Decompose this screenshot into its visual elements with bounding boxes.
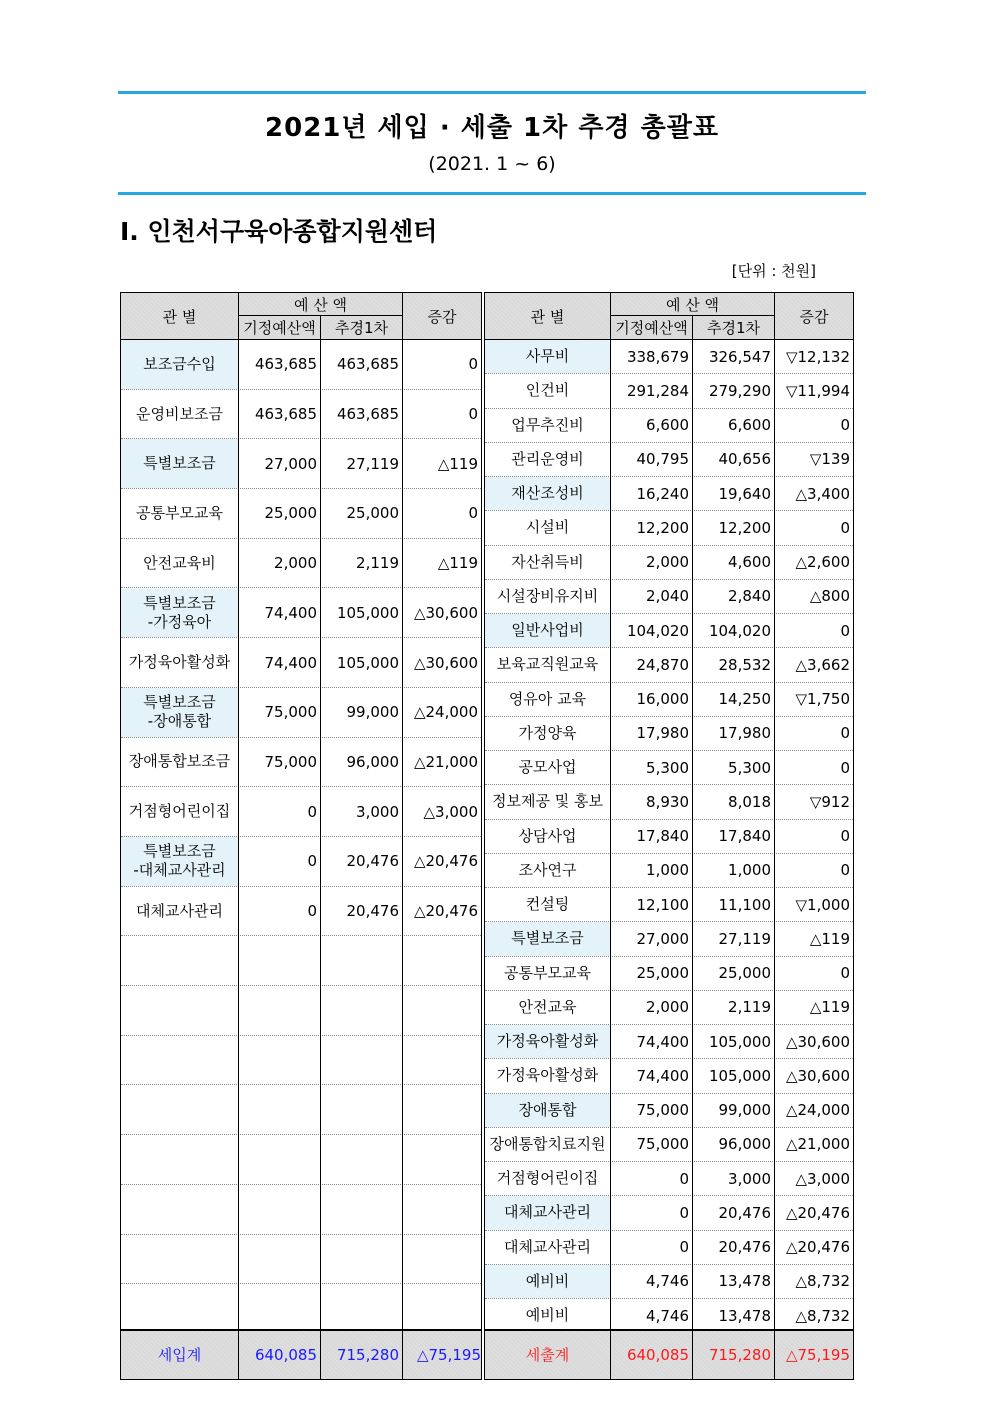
row-category: 예비비 — [485, 1265, 610, 1298]
row-category: 일반사업비 — [485, 614, 610, 647]
row-existing: 74,400 — [636, 1032, 689, 1051]
table-row — [121, 439, 481, 489]
row-existing: 338,679 — [626, 347, 689, 366]
row-category: 안전교육비 — [143, 553, 216, 572]
row-category: 업무추진비 — [511, 415, 584, 434]
row-change: △20,476 — [785, 1238, 850, 1257]
row-change: △8,732 — [795, 1272, 850, 1291]
row-existing: 12,200 — [636, 518, 689, 537]
table-row — [121, 390, 481, 440]
total-change: △75,195 — [785, 1346, 850, 1364]
row-revised: 19,640 — [718, 484, 771, 503]
table-row — [121, 1086, 481, 1136]
row-existing: 74,400 — [264, 653, 317, 672]
row-change — [403, 986, 481, 1035]
table-row — [485, 374, 853, 408]
row-category: 인건비 — [525, 381, 570, 400]
row-revised: 105,000 — [336, 653, 399, 672]
table-row — [485, 1025, 853, 1059]
table-row — [485, 477, 853, 511]
row-category: 시설장비유지비 — [496, 586, 599, 605]
row-category: 가정육아활성화 — [128, 653, 231, 672]
row-category: 상담사업 — [518, 826, 577, 845]
row-change: 0 — [840, 518, 850, 537]
table-row — [485, 1162, 853, 1196]
row-existing: 104,020 — [626, 621, 689, 640]
row-existing: 24,870 — [636, 655, 689, 674]
table-row — [485, 443, 853, 477]
row-existing: 2,000 — [646, 998, 689, 1017]
row-change: 0 — [840, 758, 850, 777]
row-existing: 74,400 — [264, 603, 317, 622]
table-row — [485, 511, 853, 545]
row-category: 대체교사관리 — [485, 1196, 610, 1229]
table-row — [121, 936, 481, 986]
row-revised: 1,000 — [728, 861, 771, 880]
budget-header: 예 산 액 — [611, 293, 774, 316]
total-existing: 640,085 — [254, 1346, 317, 1364]
row-category: 정보제공 및 홍보 — [492, 792, 603, 811]
row-revised: 463,685 — [336, 355, 399, 374]
page-title: 2021년 세입 · 세출 1차 추경 총괄표 — [265, 113, 719, 143]
row-change: 0 — [840, 827, 850, 846]
table-row — [485, 820, 853, 854]
row-change — [403, 936, 481, 985]
row-existing: 12,100 — [636, 895, 689, 914]
row-existing: 0 — [307, 802, 317, 821]
row-revised — [321, 1086, 402, 1135]
row-category: 거점형어린이집 — [128, 802, 231, 821]
table-row — [485, 580, 853, 614]
row-revised: 25,000 — [718, 964, 771, 983]
row-revised — [321, 1135, 402, 1184]
row-category: 특별보조금 -가정육아 — [121, 589, 238, 638]
table-row — [485, 717, 853, 751]
row-existing: 4,746 — [646, 1306, 689, 1325]
row-existing — [239, 986, 320, 1035]
row-category: 공모사업 — [518, 758, 577, 777]
row-category — [121, 1135, 238, 1184]
row-change: △30,600 — [413, 653, 478, 672]
row-category — [121, 1284, 238, 1333]
row-change: 0 — [468, 355, 478, 374]
table-row — [485, 854, 853, 888]
table-row — [485, 888, 853, 922]
row-change: 0 — [840, 724, 850, 743]
row-revised: 28,532 — [718, 655, 771, 674]
table-row — [485, 1196, 853, 1230]
total-label: 세출계 — [525, 1345, 570, 1364]
row-existing: 75,000 — [264, 703, 317, 722]
row-revised: 104,020 — [708, 621, 771, 640]
row-revised — [321, 1185, 402, 1234]
row-category: 공통부모교육 — [136, 503, 223, 522]
table-row — [485, 614, 853, 648]
table-row — [121, 1036, 481, 1086]
expenditure-header — [485, 293, 853, 340]
row-revised: 8,018 — [728, 792, 771, 811]
row-change: △30,600 — [413, 603, 478, 622]
row-existing: 0 — [679, 1203, 689, 1222]
row-category: 대체교사관리 — [136, 901, 223, 920]
row-existing: 74,400 — [636, 1066, 689, 1085]
row-existing: 0 — [679, 1238, 689, 1257]
row-revised: 40,656 — [718, 450, 771, 469]
row-category: 대체교사관리 — [504, 1237, 591, 1256]
revenue-table — [120, 292, 482, 1380]
row-existing — [239, 1135, 320, 1184]
row-revised: 3,000 — [356, 802, 399, 821]
row-revised: 6,600 — [728, 416, 771, 435]
revenue-header — [121, 293, 481, 340]
table-row — [485, 1128, 853, 1162]
row-category: 가정육아활성화 — [485, 1025, 610, 1058]
row-change: △800 — [809, 587, 850, 606]
total-revised: 715,280 — [708, 1346, 771, 1364]
row-existing: 8,930 — [646, 792, 689, 811]
row-existing: 2,000 — [274, 554, 317, 573]
row-revised: 326,547 — [708, 347, 771, 366]
row-change: 0 — [468, 405, 478, 424]
category-header: 관 별 — [162, 307, 197, 326]
row-change: 0 — [840, 964, 850, 983]
change-header: 증감 — [799, 307, 829, 326]
total-label: 세입계 — [157, 1345, 202, 1364]
row-revised: 2,840 — [728, 587, 771, 606]
row-revised: 20,476 — [718, 1238, 771, 1257]
revised-header: 추경1차 — [334, 319, 388, 337]
section-heading: Ⅰ. 인천서구육아종합지원센터 — [120, 217, 438, 246]
total-revised: 715,280 — [336, 1346, 399, 1364]
row-category: 특별보조금 -장애통합 — [121, 688, 238, 737]
table-row — [485, 991, 853, 1025]
row-revised — [321, 1036, 402, 1085]
row-category — [121, 986, 238, 1035]
row-category: 가정육아활성화 — [496, 1066, 599, 1085]
row-existing — [239, 936, 320, 985]
row-change: △20,476 — [413, 852, 478, 871]
row-category: 장애통합 — [485, 1094, 610, 1127]
row-change — [403, 1135, 481, 1184]
row-change: △119 — [809, 929, 850, 948]
row-category — [121, 936, 238, 985]
row-existing: 75,000 — [636, 1101, 689, 1120]
row-revised — [321, 936, 402, 985]
row-change: △20,476 — [413, 902, 478, 921]
row-revised: 13,478 — [718, 1272, 771, 1291]
row-change — [403, 1086, 481, 1135]
row-change: △30,600 — [785, 1066, 850, 1085]
table-row — [121, 887, 481, 937]
row-category: 영유아 교육 — [508, 689, 587, 708]
row-change: ▽11,994 — [785, 381, 850, 400]
table-row — [485, 1265, 853, 1299]
row-change: 0 — [468, 504, 478, 523]
row-existing: 463,685 — [254, 405, 317, 424]
category-header: 관 별 — [530, 307, 565, 326]
row-revised: 4,600 — [728, 553, 771, 572]
row-revised: 463,685 — [336, 405, 399, 424]
row-existing: 17,980 — [636, 724, 689, 743]
table-row — [485, 1231, 853, 1265]
row-revised: 11,100 — [718, 895, 771, 914]
row-change: △119 — [437, 454, 478, 473]
col-divider — [692, 316, 693, 1379]
row-existing: 40,795 — [636, 450, 689, 469]
row-existing — [239, 1284, 320, 1333]
row-category: 특별보조금 -대체교사관리 — [121, 837, 238, 886]
row-category — [121, 1086, 238, 1135]
row-change: △3,662 — [795, 655, 850, 674]
budget-header: 예 산 액 — [239, 293, 402, 316]
row-revised: 3,000 — [728, 1169, 771, 1188]
col-divider — [320, 316, 321, 1379]
row-revised: 99,000 — [346, 703, 399, 722]
table-row — [121, 738, 481, 788]
row-existing: 2,040 — [646, 587, 689, 606]
row-revised: 2,119 — [356, 554, 399, 573]
row-revised: 17,840 — [718, 827, 771, 846]
row-existing: 17,840 — [636, 827, 689, 846]
table-row — [121, 787, 481, 837]
table-row — [485, 751, 853, 785]
row-category: 장애통합치료지원 — [489, 1134, 606, 1153]
row-revised: 27,119 — [346, 454, 399, 473]
row-change: 0 — [840, 416, 850, 435]
row-existing: 27,000 — [264, 454, 317, 473]
table-row — [485, 648, 853, 682]
row-existing: 25,000 — [636, 964, 689, 983]
row-revised: 17,980 — [718, 724, 771, 743]
existing-header: 기정예산액 — [243, 319, 316, 337]
row-revised: 105,000 — [708, 1032, 771, 1051]
row-revised — [321, 1235, 402, 1284]
row-change: 0 — [840, 621, 850, 640]
row-revised: 105,000 — [336, 603, 399, 622]
unit-label: [단위 : 천원] — [731, 262, 816, 280]
row-change: △21,000 — [785, 1135, 850, 1154]
col-divider — [774, 293, 775, 1379]
table-row — [485, 683, 853, 717]
col-divider — [238, 293, 239, 1379]
table-row — [121, 539, 481, 589]
row-category: 시설비 — [525, 518, 570, 537]
row-change — [403, 1235, 481, 1284]
row-revised: 27,119 — [718, 929, 771, 948]
row-category: 안전교육 — [518, 997, 577, 1016]
row-revised: 5,300 — [728, 758, 771, 777]
row-revised: 12,200 — [718, 518, 771, 537]
row-category: 재산조성비 — [485, 477, 610, 510]
total-existing: 640,085 — [626, 1346, 689, 1364]
row-change: △21,000 — [413, 752, 478, 771]
row-existing: 1,000 — [646, 861, 689, 880]
col-divider — [610, 293, 611, 1379]
row-existing: 75,000 — [636, 1135, 689, 1154]
table-row — [485, 922, 853, 956]
table-row — [121, 589, 481, 639]
table-row — [485, 340, 853, 374]
row-category: 가정양육 — [518, 723, 577, 742]
row-revised: 20,476 — [346, 852, 399, 871]
table-row — [121, 688, 481, 738]
row-change: △8,732 — [795, 1306, 850, 1325]
row-change: ▽912 — [809, 792, 850, 811]
table-row — [485, 546, 853, 580]
row-existing: 4,746 — [646, 1272, 689, 1291]
bottom-rule — [118, 192, 866, 195]
row-category: 특별보조금 — [485, 922, 610, 955]
row-change: ▽139 — [809, 450, 850, 469]
row-existing: 25,000 — [264, 504, 317, 523]
row-category: 조사연구 — [518, 860, 577, 879]
row-existing: 75,000 — [264, 752, 317, 771]
row-category: 컨설팅 — [525, 895, 570, 914]
table-row — [485, 785, 853, 819]
row-revised: 96,000 — [346, 752, 399, 771]
row-category: 보조금수입 — [121, 340, 238, 389]
period-label: (2021. 1 ~ 6) — [428, 153, 556, 175]
row-existing — [239, 1185, 320, 1234]
row-change: △119 — [437, 554, 478, 573]
existing-header: 기정예산액 — [615, 319, 688, 337]
change-header: 증감 — [427, 307, 457, 326]
table-row — [121, 340, 481, 390]
row-change: △119 — [809, 998, 850, 1017]
row-existing: 2,000 — [646, 553, 689, 572]
row-existing: 0 — [307, 852, 317, 871]
row-category: 공통부모교육 — [504, 963, 591, 982]
row-change — [403, 1284, 481, 1333]
row-change: ▽1,000 — [795, 895, 850, 914]
row-category — [121, 1036, 238, 1085]
row-revised: 2,119 — [728, 998, 771, 1017]
row-existing: 16,240 — [636, 484, 689, 503]
row-revised: 20,476 — [718, 1203, 771, 1222]
row-revised: 99,000 — [718, 1101, 771, 1120]
row-category: 사무비 — [485, 340, 610, 373]
expenditure-table — [484, 292, 854, 1380]
row-existing: 27,000 — [636, 929, 689, 948]
row-change: △20,476 — [785, 1203, 850, 1222]
table-row — [121, 1185, 481, 1235]
table-row — [121, 1284, 481, 1334]
row-revised: 14,250 — [718, 690, 771, 709]
table-row — [121, 986, 481, 1036]
row-category: 관리운영비 — [511, 449, 584, 468]
expenditure-total-row — [485, 1329, 853, 1379]
row-existing: 6,600 — [646, 416, 689, 435]
table-row — [485, 1094, 853, 1128]
row-change: △30,600 — [785, 1032, 850, 1051]
row-existing: 5,300 — [646, 758, 689, 777]
row-revised: 25,000 — [346, 504, 399, 523]
row-revised — [321, 986, 402, 1035]
row-category — [121, 1235, 238, 1284]
row-existing: 463,685 — [254, 355, 317, 374]
row-change: ▽12,132 — [785, 347, 850, 366]
table-row — [121, 638, 481, 688]
table-row — [485, 409, 853, 443]
row-revised: 13,478 — [718, 1306, 771, 1325]
table-row — [121, 1135, 481, 1185]
row-existing — [239, 1036, 320, 1085]
row-category: 보육교직원교육 — [496, 655, 599, 674]
row-revised — [321, 1284, 402, 1333]
row-change: △3,000 — [423, 802, 478, 821]
row-revised: 279,290 — [708, 381, 771, 400]
row-existing: 0 — [679, 1169, 689, 1188]
row-category: 예비비 — [525, 1306, 570, 1325]
row-category: 거점형어린이집 — [496, 1169, 599, 1188]
row-change: △2,600 — [795, 553, 850, 572]
total-change: △75,195 — [416, 1346, 481, 1364]
col-divider — [402, 293, 403, 1379]
row-change: △3,400 — [795, 484, 850, 503]
table-row — [121, 489, 481, 539]
row-change: 0 — [840, 861, 850, 880]
row-category: 장애통합보조금 — [128, 752, 231, 771]
row-existing — [239, 1235, 320, 1284]
row-existing: 16,000 — [636, 690, 689, 709]
revenue-total-row — [121, 1329, 481, 1379]
row-category: 자산취득비 — [511, 552, 584, 571]
table-row — [485, 1059, 853, 1093]
row-category: 특별보조금 — [121, 439, 238, 488]
row-category: 운영비보조금 — [136, 404, 223, 423]
revised-header: 추경1차 — [706, 319, 760, 337]
top-rule — [118, 91, 866, 94]
row-change: △24,000 — [413, 703, 478, 722]
row-revised: 20,476 — [346, 902, 399, 921]
row-existing: 291,284 — [626, 381, 689, 400]
table-row — [121, 1235, 481, 1285]
row-existing: 0 — [307, 902, 317, 921]
table-row — [485, 957, 853, 991]
row-category — [121, 1185, 238, 1234]
row-change — [403, 1185, 481, 1234]
row-change: ▽1,750 — [795, 690, 850, 709]
row-change: △3,000 — [795, 1169, 850, 1188]
row-change: △24,000 — [785, 1101, 850, 1120]
row-revised: 105,000 — [708, 1066, 771, 1085]
row-revised: 96,000 — [718, 1135, 771, 1154]
row-change — [403, 1036, 481, 1085]
row-existing — [239, 1086, 320, 1135]
table-row — [121, 837, 481, 887]
